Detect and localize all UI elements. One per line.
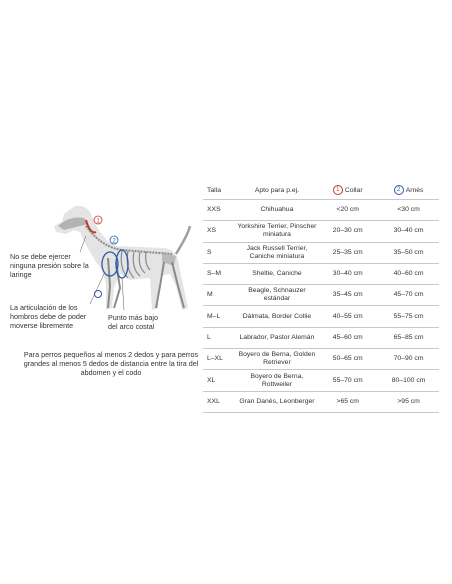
header-collar-label: Collar xyxy=(344,186,363,194)
cell-collar: 55–70 cm xyxy=(332,376,363,384)
cell-breed: Beagle, Schnauzer estándar xyxy=(248,287,306,303)
table-row xyxy=(203,200,439,221)
table-row xyxy=(203,370,439,391)
cell-breed: Jack Russell Terrier, Caniche miniatura xyxy=(246,244,308,260)
cell-size: XS xyxy=(207,227,217,235)
cell-size: XXS xyxy=(207,206,221,214)
collar-number: 1 xyxy=(96,218,100,225)
cell-breed: Labrador, Pastor Alemán xyxy=(239,333,315,341)
size-table-body xyxy=(203,200,439,413)
cell-harness: 45–70 cm xyxy=(393,291,424,299)
cell-collar: >65 cm xyxy=(336,397,359,405)
callout-shoulder-joint: La articulación de los hombros debe de poder moverse libremente xyxy=(10,303,87,330)
harness-number: 2 xyxy=(112,238,116,245)
table-row xyxy=(203,391,439,412)
cell-harness: 65–85 cm xyxy=(393,333,424,341)
cell-collar: 50–65 cm xyxy=(332,355,363,363)
table-row xyxy=(203,285,439,306)
cell-collar: 35–45 cm xyxy=(332,291,363,299)
header-harness xyxy=(378,181,439,200)
cell-size: L–XL xyxy=(207,355,223,363)
table-row xyxy=(203,349,439,370)
table-row xyxy=(203,306,439,327)
cell-harness: 35–50 cm xyxy=(393,248,424,256)
dog-tail xyxy=(176,226,190,254)
cell-size: S–M xyxy=(207,270,221,278)
cell-breed: Chihuahua xyxy=(260,206,294,214)
cell-size: M–L xyxy=(207,312,221,320)
cell-breed: Boyero de Berna, Rottweiler xyxy=(250,372,304,388)
cell-size: L xyxy=(207,333,211,341)
cell-breed: Sheltie, Caniche xyxy=(252,270,302,278)
size-table xyxy=(203,181,439,413)
collar-number-icon: 1 xyxy=(333,185,343,195)
cell-collar: 45–60 cm xyxy=(332,333,363,341)
table-row xyxy=(203,242,439,263)
cell-harness: 40–60 cm xyxy=(393,270,424,278)
header-collar xyxy=(317,181,378,200)
harness-number-icon: 2 xyxy=(394,185,404,195)
header-size: Talla xyxy=(207,186,221,194)
callout-lowest-point: Punto más bajo del arco costal xyxy=(108,313,158,331)
cell-breed: Boyero de Berna, Golden Retriever xyxy=(238,351,316,367)
table-row xyxy=(203,327,439,348)
callout-larynx: No se debe ejercer ninguna presión sobre la laringe xyxy=(10,252,89,279)
cell-breed: Gran Danés, Leonberger xyxy=(239,397,315,405)
cell-breed: Dálmata, Border Collie xyxy=(242,312,312,320)
table-row xyxy=(203,221,439,242)
cell-collar: 20–30 cm xyxy=(332,227,363,235)
table-row xyxy=(203,263,439,284)
cell-harness: 80–100 cm xyxy=(391,376,426,384)
callout-fit-instructions: Para perros pequeños al menos 2 dedos y para perros grandes al menos 5 dedos de distancia entre la tira del abdomen y el codo xyxy=(23,350,199,377)
cell-size: S xyxy=(207,248,212,256)
cell-breed: Yorkshire Terrier, Pinscher miniatura xyxy=(237,223,317,239)
header-harness-label: Arnés xyxy=(405,186,424,194)
cell-harness: 55–75 cm xyxy=(393,312,424,320)
header-breed: Apto para p.ej. xyxy=(254,186,300,194)
cell-size: M xyxy=(207,291,213,299)
cell-harness: <30 cm xyxy=(397,206,420,214)
cell-harness: >95 cm xyxy=(397,397,420,405)
cell-collar: <20 cm xyxy=(336,206,359,214)
cell-size: XXL xyxy=(207,397,220,405)
cell-size: XL xyxy=(207,376,216,384)
cell-collar: 40–55 cm xyxy=(332,312,363,320)
size-table-header xyxy=(203,181,439,200)
cell-collar: 30–40 cm xyxy=(332,270,363,278)
cell-harness: 70–90 cm xyxy=(393,355,424,363)
cell-collar: 25–35 cm xyxy=(332,248,363,256)
cell-harness: 30–40 cm xyxy=(393,227,424,235)
